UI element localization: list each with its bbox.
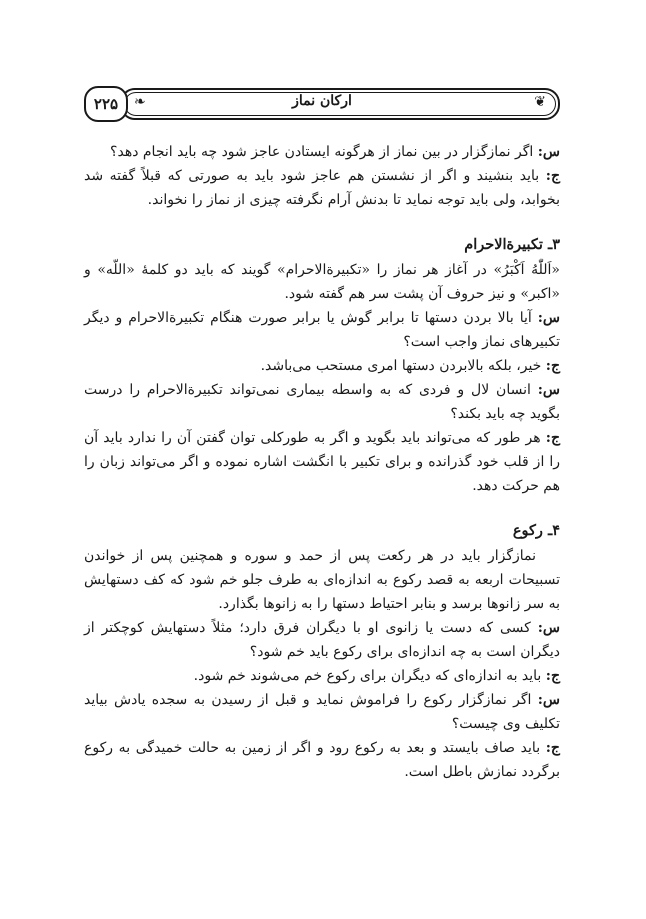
question-label: س: (537, 692, 561, 708)
chapter-title: ارکان نماز (292, 93, 352, 109)
question-label: س: (537, 620, 560, 636)
answer (84, 354, 560, 378)
question (84, 140, 560, 164)
answer-text: باید صاف بایستد و بعد به رکوع رود و اگر از زمین به حالت خمیدگی به رکوع برگردد نمازش باطل است. (84, 740, 560, 780)
section-heading: ۴ـ رکوع (512, 522, 560, 539)
paragraph: نمازگزار باید در هر رکعت پس از حمد و سوره و همچنین پس از خواندن تسبیحات اربعه به قصد رکوع به اندازه‌ای به طرف جلو خم شود که کف دستهایش به سر زانوها برسد و بنابر احتیاط دستها را به زانوها بگذارد. (84, 548, 560, 612)
question-text: انسان لال و فردی که به واسطه بیماری نمی‌تواند تکبیرة‌الاحرام را درست بگوید چه باید بکند؟ (84, 382, 560, 422)
answer (84, 664, 560, 688)
answer-label: ج: (545, 168, 560, 184)
question-label: س: (537, 382, 561, 398)
answer (84, 426, 560, 498)
answer (84, 736, 560, 784)
question (84, 306, 560, 354)
question-text: اگر نمازگزار رکوع را فراموش نماید و قبل از رسیدن به سجده یادش بیاید تکلیف وی چیست؟ (84, 692, 560, 732)
question-label: س: (537, 310, 560, 326)
answer-label: ج: (545, 430, 561, 446)
answer-text: هر طور که می‌تواند باید بگوید و اگر به طورکلی توان گفتن آن را ندارد باید آن را از قلب خود گذرانده و برای تکبیر با انگشت اشاره نموده و اگر می‌تواند زبان را هم حرکت دهد. (84, 430, 560, 494)
answer-label: ج: (545, 740, 560, 756)
question-text: اگر نمازگزار در بین نماز از هرگونه ایستادن عاجز شود چه باید انجام دهد؟ (110, 144, 534, 160)
answer-text: خیر، بلکه بالابردن دستها امری مستحب می‌باشد. (260, 358, 542, 374)
question (84, 688, 560, 736)
question (84, 616, 560, 664)
header-ornament-left-icon: ❧ (134, 94, 146, 110)
paragraph: «اَللّٰهُ اَکْبَرُ» در آغاز هر نماز را «تکبیرة‌الاحرام» گویند که باید دو کلمهٔ «اللّه» و «اکبر» و نیز حروف آن پشت سر هم گفته شود. (84, 262, 560, 302)
question-text: آیا بالا بردن دستها تا برابر گوش یا برابر صورت هنگام تکبیرة‌الاحرام و دیگر تکبیرهای نماز واجب است؟ (84, 310, 560, 350)
answer-label: ج: (545, 668, 560, 684)
answer-text: باید به اندازه‌ای که دیگران برای رکوع خم می‌شوند خم شود. (193, 668, 542, 684)
running-header (84, 84, 560, 122)
page-number: ۲۲۵ (84, 86, 128, 122)
section-heading: ۳ـ تکبیرة‌الاحرام (464, 236, 560, 253)
question-label: س: (537, 144, 560, 160)
answer-text: باید بنشیند و اگر از نشستن هم عاجز شود باید به صورتی که قبلاً گفته شد بخوابد، ولی باید توجه نماید تا بدنش آرام نگرفته چیزی از نماز را نخواند. (84, 168, 560, 208)
question (84, 378, 560, 426)
header-ornament-right-icon: ❦ (534, 94, 546, 110)
answer (84, 164, 560, 212)
question-text: کسی که دست یا زانوی او با دیگران فرق دارد؛ مثلاً دستهایش کوچکتر از دیگران است به چه اندازه‌ای برای رکوع باید خم شود؟ (84, 620, 560, 660)
page-body (84, 140, 560, 784)
answer-label: ج: (545, 358, 560, 374)
